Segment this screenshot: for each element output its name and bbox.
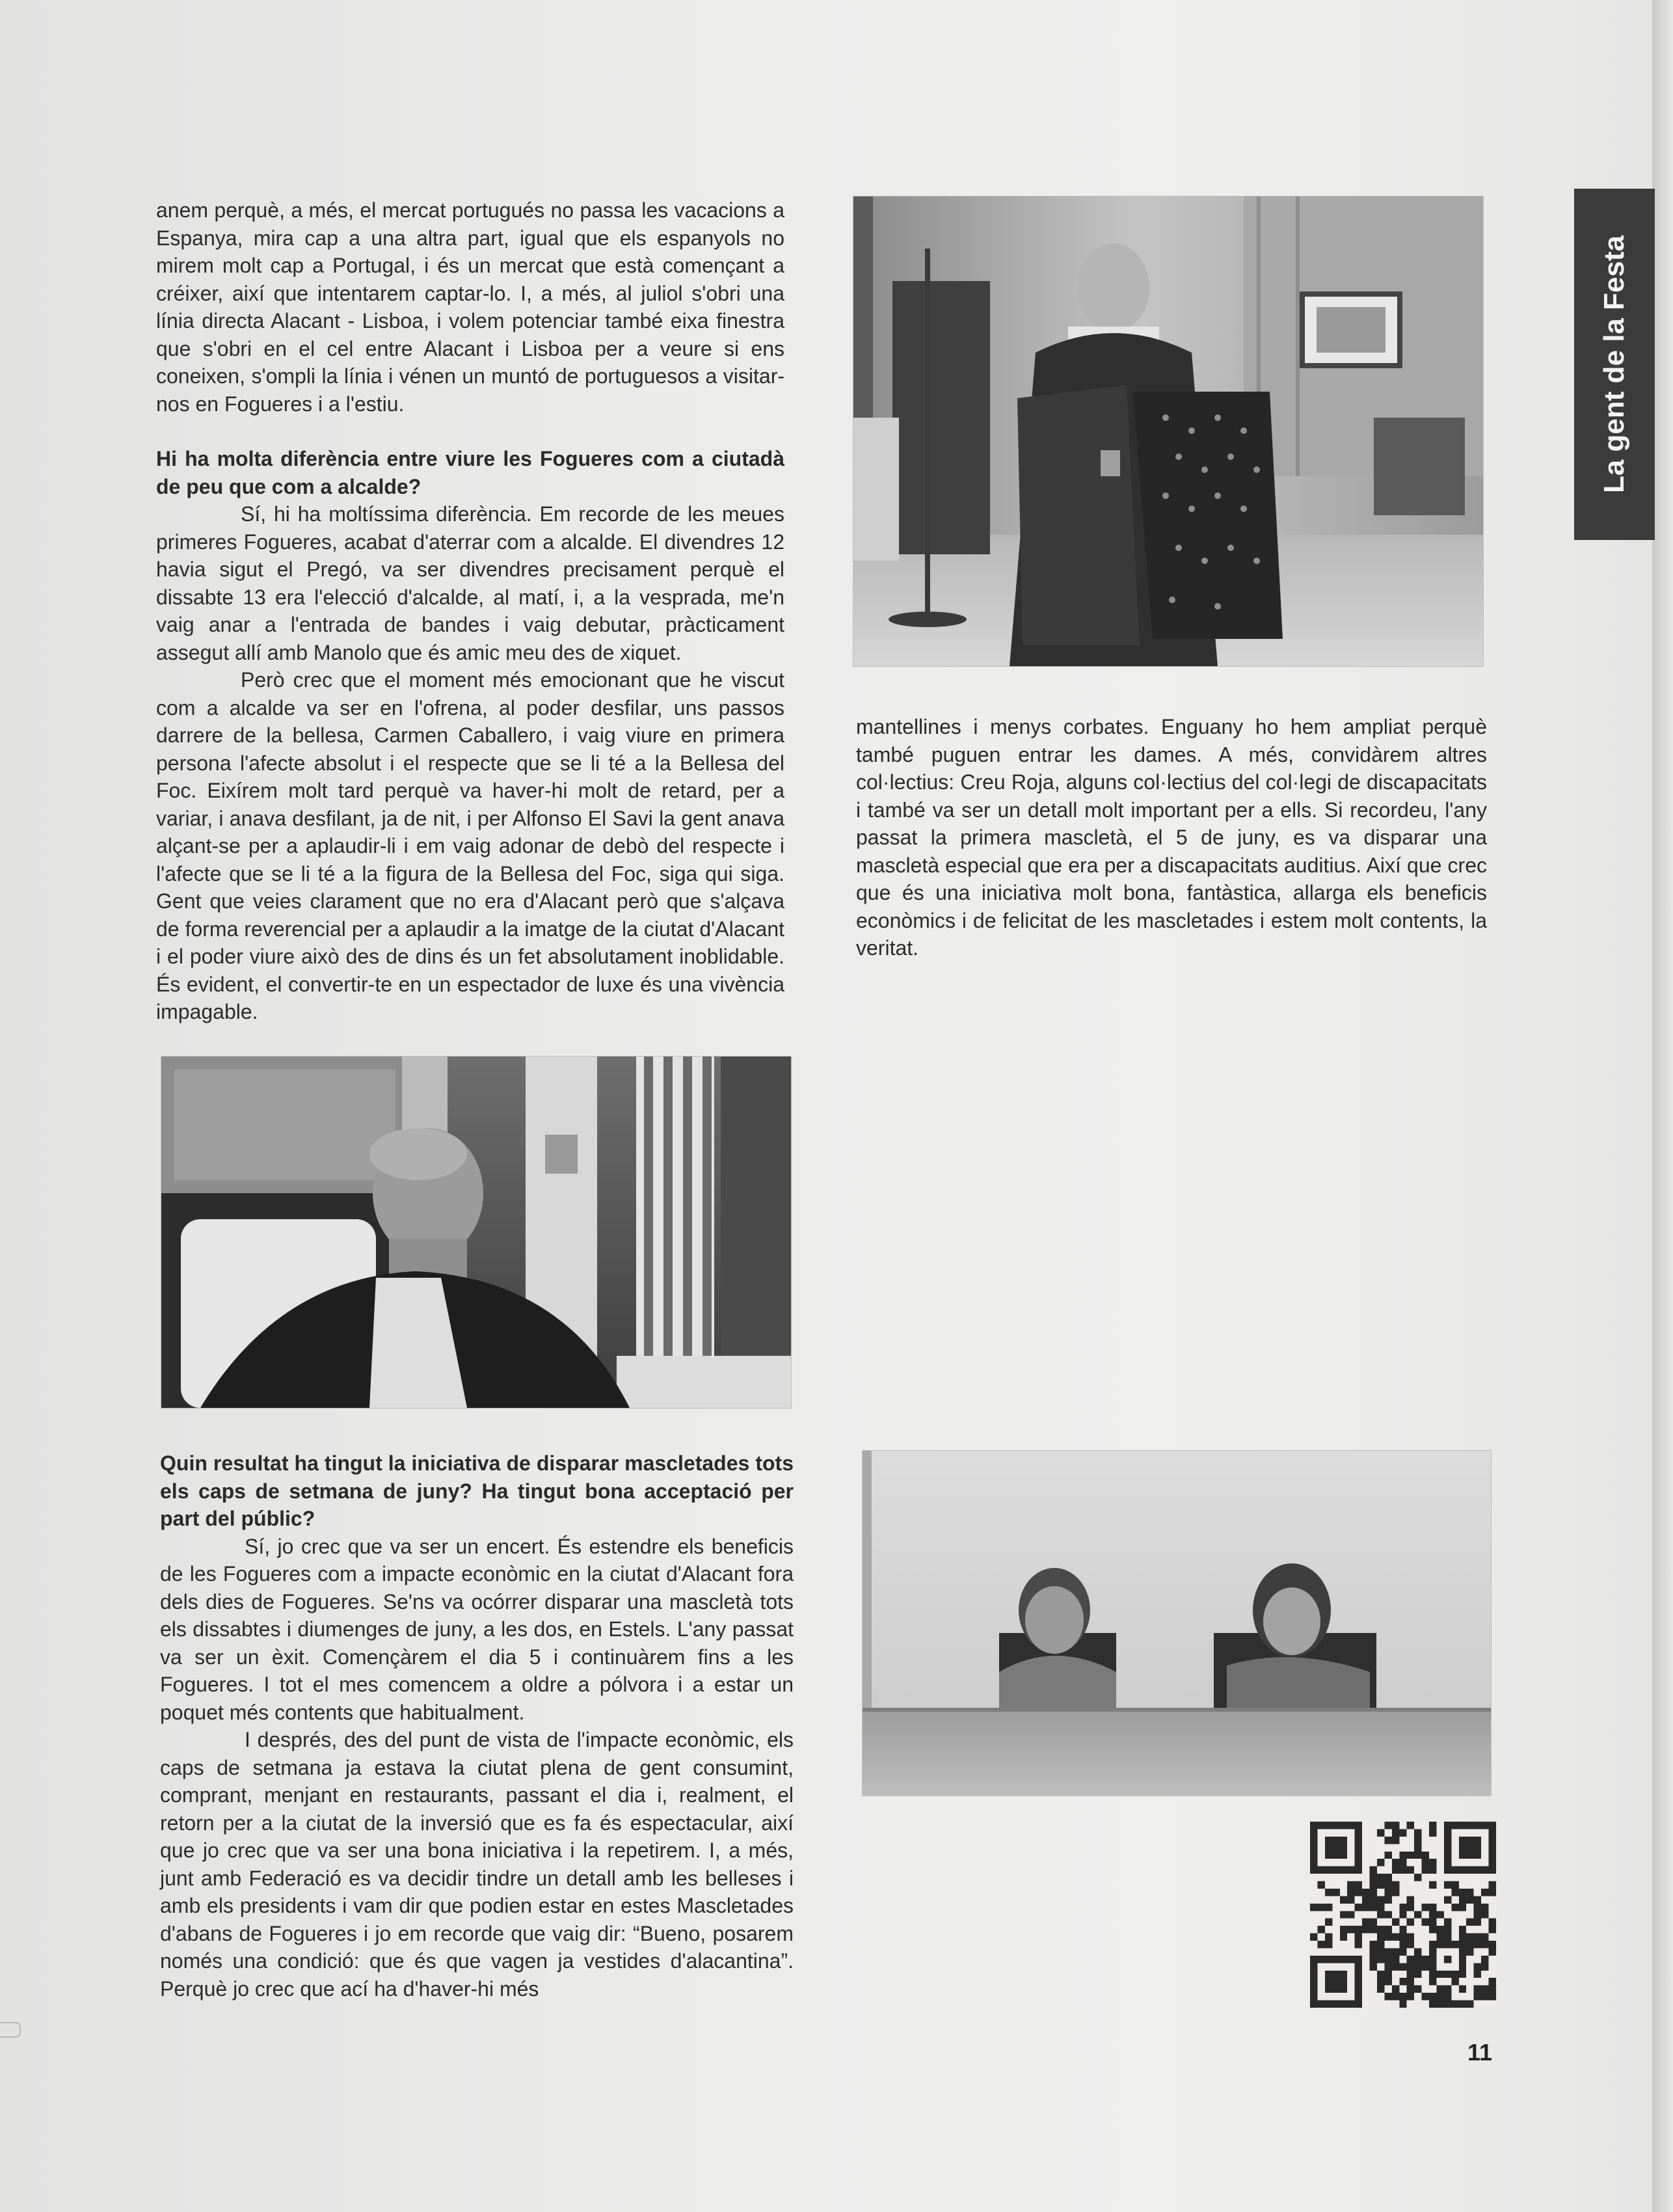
page-number: 11 — [1467, 2039, 1493, 2066]
qr-code-graphic — [1309, 1822, 1497, 2008]
paragraph: Sí, hi ha moltíssima diferència. Em recorde de les meues primeres Fogueres, acabat d'aterrar com a alcalde. El divendres 12 havia sigut el Pregó, va ser divendres precisament perquè el dissabte 13 era l'elecció d'alcalde, al matí, i, a la vesprada, me'n vaig anar a l'entrada de bandes i vaig debutar, pràcticament assegut allí amb Manolo que és amic meu des de xiquet. — [156, 502, 784, 664]
paragraph: Sí, jo crec que va ser un encert. És estendre els beneficis de les Fogueres com a impacte econòmic en la ciutat d'Alacant fora dels dies de Fogueres. Se'ns va ocórrer disparar una mascletà tots els dissabtes i diumenges de juny, a les dos, en Estels. L'any passat va ser un èxit. Començàrem el dia 5 i continuàrem fins a les Fogueres. I tot el mes comencem a oldre a pólvora i a estar un poquet més contents que habitualment. — [160, 1534, 794, 1724]
interview-question: Hi ha molta diferència entre viure les Fogueres com a ciutadà de peu que com a alcalde? — [156, 447, 784, 498]
interview-question: Quin resultat ha tingut la iniciativa de disparar mascletades tots els caps de setmana de juny? Ha tingut bona acceptació per part del públic? — [160, 1451, 794, 1530]
article-text-right — [856, 713, 1487, 962]
page-edge-shadow — [1652, 0, 1673, 2212]
photo-children-at-table — [863, 1451, 1491, 1796]
qr-code[interactable] — [1309, 1822, 1497, 2008]
paragraph: I després, des del punt de vista de l'impacte econòmic, els caps de setmana ja estava la ciutat plena de gent consumint, comprant, menjant en restaurants, passant el dia i, realment, el retorn per a la ciutat de la inversió que es fa és espectacular, així que jo crec que va ser una bona iniciativa i la repetirem. I, a més, junt amb Federació es va decidir tindre un detall amb les belleses i amb els presidents i vam dir que podien estar en estes Mascletades d'abans de Fogueres i jo em recorde que vaig dir: “Bueno, posarem només una condició: que és que vagen ja vestides d'alacantina”. Perquè jo crec que ací ha d'haver-hi més — [160, 1728, 794, 2001]
paragraph: anem perquè, a més, el mercat portugués no passa les vacacions a Espanya, mira cap a una altra part, igual que els espanyols no mirem molt cap a Portugal, i és un mercat que està començant a créixer, així que intentarem captar-lo. I, a més, al juliol s'obri una línia directa Alacant - Lisboa, i volem potenciar també eixa finestra que s'obri en el cel entre Alacant i Lisboa per a veure si ens coneixen, s'ompli la línia i vénen un muntó de portuguesos a visitar-nos en Fogueres i a l'estiu. — [156, 198, 784, 416]
page-edge-mark — [0, 2022, 21, 2038]
section-tab-label: La gent de la Festa — [1598, 235, 1630, 494]
paragraph: mantellines i menys corbates. Enguany ho hem ampliat perquè també puguen entrar les dames. A més, convidàrem altres col·lectius: Creu Roja, alguns col·lectius del col·legi de discapacitats i també va ser un detall molt important per a ells. Si recordeu, l'any passat la primera mascletà, el 5 de juny, es va disparar una mascletà especial que era per a discapacitats auditius. Així que crec que és una iniciativa molt bona, fantàstica, allarga els beneficis econòmics i de felicitat de les mascletades i estem molt contents, la veritat. — [856, 715, 1487, 960]
article-text-left-top — [156, 196, 784, 1026]
paragraph: Però crec que el moment més emocionant que he viscut com a alcalde va ser en l'ofrena, al poder desfilar, uns passos darrere de la bellesa, Carmen Caballero, i vaig viure en primera persona l'afecte absolut i el respecte que se li té a la Bellesa del Foc. Eixírem molt tard perquè va haver-hi molt de retard, per a variar, i anava desfilant, ja de nit, i per Alfonso El Savi la gent anava alçant-se per a aplaudir-li i em vaig adonar de debò del respecte i l'afecte que se li té a la figura de la Bellesa del Foc, siga qui siga. Gent que veies clarament que no era d'Alacant però que s'alçava de forma reverencial per a aplaudir a la imatge de la ciutat d'Alacant i el poder viure això des de dins és un fet absolutament inoblidable. És evident, el convertir-te en un espectador de luxe és una vivència impagable. — [156, 668, 784, 1023]
section-tab — [1574, 189, 1655, 540]
photo-mayor-holding-garments — [853, 196, 1483, 666]
photo-mayor-seated-with-flags — [161, 1057, 791, 1408]
article-text-left-bottom — [160, 1450, 794, 2003]
